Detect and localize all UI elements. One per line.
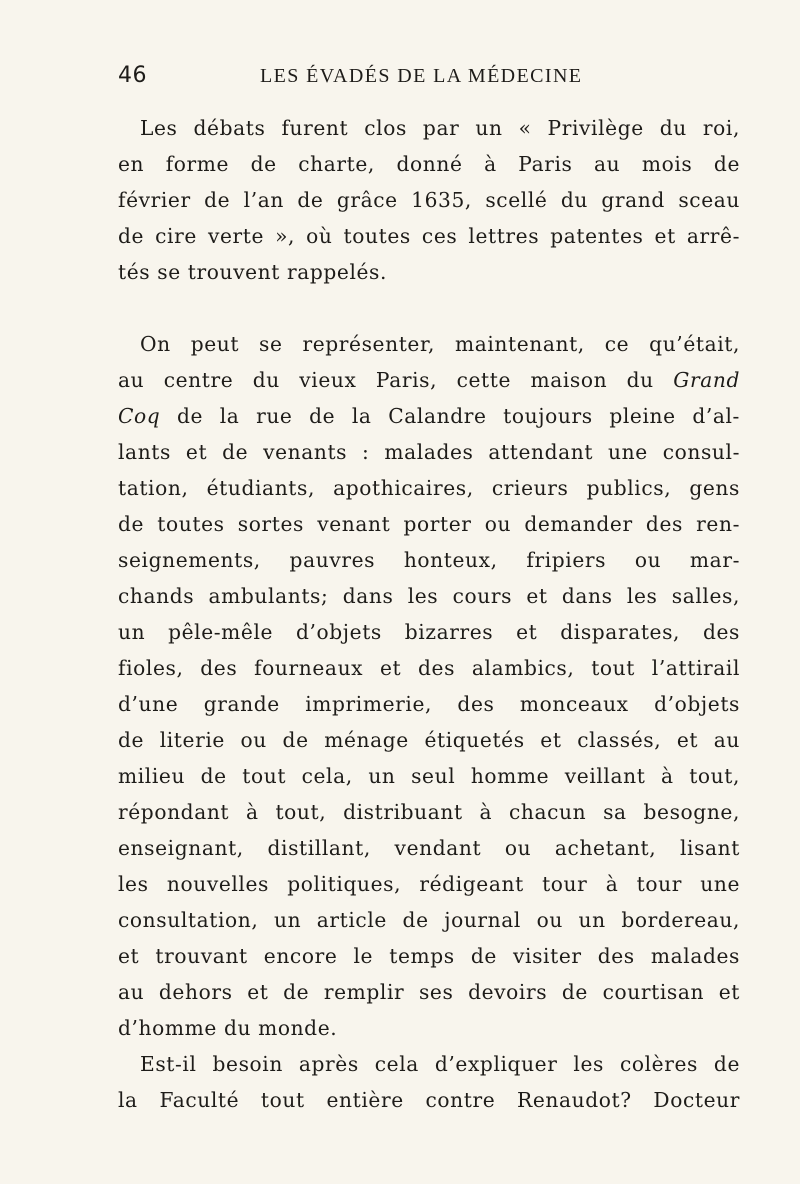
- text-line: [118, 362, 740, 398]
- italic-text: Grand: [673, 368, 740, 392]
- paragraph-gap: [118, 290, 740, 326]
- text-segment: au centre du vieux Paris, cette maison du: [118, 368, 654, 392]
- text-line: au dehors et de remplir ses devoirs de courtisan et: [118, 980, 740, 1004]
- text-line: un pêle-mêle d’objets bizarres et disparates, des: [118, 620, 740, 644]
- running-title: LES ÉVADÉS DE LA MÉDECINE: [260, 65, 583, 87]
- text-line: les nouvelles politiques, rédigeant tour à tour une: [118, 872, 740, 896]
- text-line: répondant à tout, distribuant à chacun sa besogne,: [118, 800, 740, 824]
- text-line: tation, étudiants, apothicaires, crieurs publics, gens: [118, 476, 740, 500]
- text-line: d’homme du monde.: [118, 1016, 338, 1040]
- text-line: d’une grande imprimerie, des monceaux d’objets: [118, 692, 740, 716]
- italic-text: Coq: [118, 404, 161, 428]
- text-line: et trouvant encore le temps de visiter des malades: [118, 944, 740, 968]
- text-line: enseignant, distillant, vendant ou achetant, lisant: [118, 836, 740, 860]
- text-line: la Faculté tout entière contre Renaudot? Docteur: [118, 1088, 740, 1112]
- running-header: [118, 62, 738, 90]
- text-line: Les débats furent clos par un « Privilège du roi,: [140, 116, 740, 140]
- paragraph-3: [118, 1046, 740, 1118]
- text-line: consultation, un article de journal ou un bordereau,: [118, 908, 740, 932]
- text-line: tés se trouvent rappelés.: [118, 260, 388, 284]
- text-line: Est-il besoin après cela d’expliquer les colères de: [140, 1052, 740, 1076]
- paragraph-2: [118, 326, 740, 1046]
- page-number: 46: [118, 63, 147, 88]
- text-line: de literie ou de ménage étiquetés et classés, et au: [118, 728, 740, 752]
- text-line: en forme de charte, donné à Paris au mois de: [118, 152, 740, 176]
- text-line: de cire verte », où toutes ces lettres patentes et arrê-: [118, 224, 740, 248]
- text-segment: de la rue de la Calandre toujours pleine d’al-: [177, 404, 740, 428]
- paragraph-1: [118, 110, 740, 290]
- text-line: milieu de tout cela, un seul homme veillant à tout,: [118, 764, 740, 788]
- text-line: de toutes sortes venant porter ou demander des ren-: [118, 512, 740, 536]
- text-line: seignements, pauvres honteux, fripiers ou mar-: [118, 548, 740, 572]
- text-line: On peut se représenter, maintenant, ce qu’était,: [140, 332, 740, 356]
- text-line: février de l’an de grâce 1635, scellé du grand sceau: [118, 188, 740, 212]
- body-text: [118, 110, 740, 1118]
- text-line: lants et de venants : malades attendant une consul-: [118, 440, 740, 464]
- text-line: fioles, des fourneaux et des alambics, tout l’attirail: [118, 656, 740, 680]
- text-line: chands ambulants; dans les cours et dans les salles,: [118, 584, 740, 608]
- text-line: [118, 398, 740, 434]
